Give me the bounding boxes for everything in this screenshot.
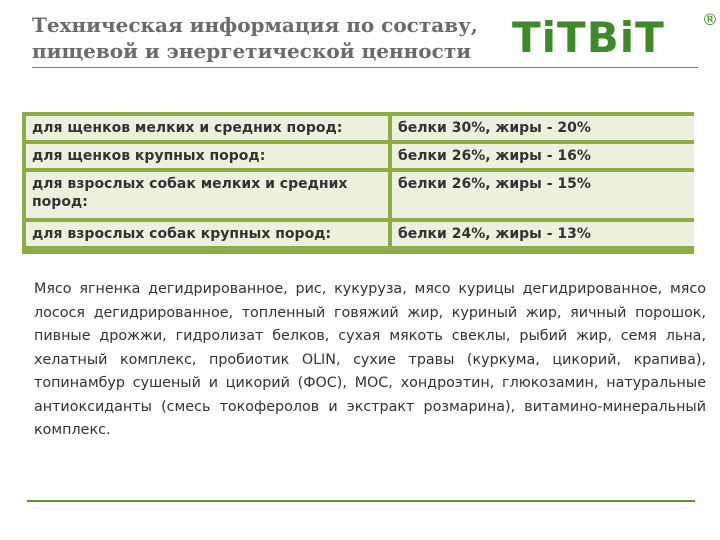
bottom-divider	[27, 500, 695, 502]
titbit-logo: TiTBiT	[512, 13, 665, 62]
table-cell-content: белки 30%, жиры - 20%	[392, 116, 694, 140]
table-cell-product: для щенков мелких и средних пород:	[26, 116, 388, 140]
table-cell-content: белки 24%, жиры - 13%	[392, 222, 694, 246]
registered-mark: ®	[702, 10, 718, 29]
nutrition-table	[22, 112, 694, 254]
table-cell-product: для взрослых собак крупных пород:	[26, 222, 388, 246]
title-divider	[32, 67, 698, 68]
table-cell-product: для взрослых собак мелких и средних пород:	[26, 172, 388, 218]
table-cell-content: белки 26%, жиры - 15%	[392, 172, 694, 218]
page-title: Техническая информация по составу, пищевой и энергетической ценности	[32, 13, 478, 63]
table-cell-product: для щенков крупных пород:	[26, 144, 388, 168]
table-cell-content: белки 26%, жиры - 16%	[392, 144, 694, 168]
composition-text: Мясо ягненка дегидрированное, рис, кукуруза, мясо курицы дегидрированное, мясо лосося дегидрированное, топленный говяжий жир, куриный жир, яичный порошок, пивные дрожжи, гидролизат белков, сухая мякоть свеклы, рыбий жир, семя льна, хелатный комплекс, пробиотик OLIN, сухие травы (куркума, цикорий, крапива), топинамбур сушеный и цикорий (ФОС), МОС, хондроэтин, глюкозамин, натуральные антиоксиданты (смесь токоферолов и экстракт розмарина), витамино-минеральный комплекс.	[34, 281, 706, 438]
